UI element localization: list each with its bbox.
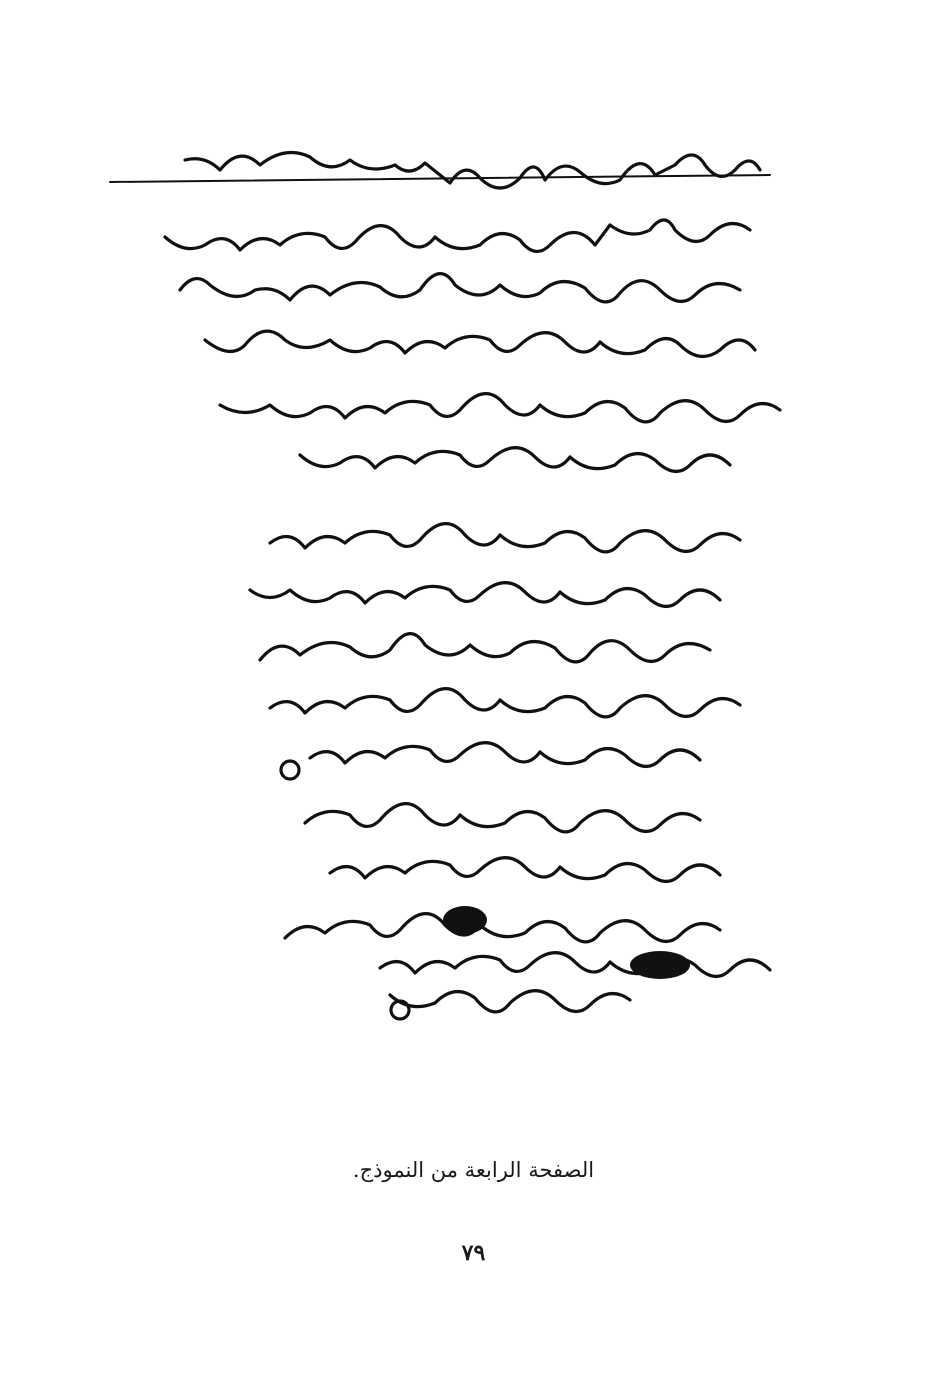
ink-blot-2 (630, 951, 690, 979)
script-line-15 (380, 953, 770, 977)
page-number: ٧٩ (461, 1240, 486, 1266)
script-line-4 (205, 331, 755, 356)
script-line-12 (305, 804, 700, 832)
script-line-6 (300, 448, 730, 472)
script-line-1 (185, 153, 760, 189)
page-caption: الصفحة الرابعة من النموذج. (352, 1158, 595, 1182)
script-line-9 (260, 634, 710, 662)
handwritten-text-drawing (60, 130, 860, 1050)
script-line-10 (270, 689, 740, 717)
script-line-13 (330, 858, 720, 882)
ink-blot-1 (443, 906, 487, 934)
script-line-3 (180, 274, 740, 302)
script-line-16 (390, 991, 630, 1012)
script-line-2 (165, 220, 750, 251)
script-line-7 (270, 524, 740, 552)
script-line-14 (285, 914, 720, 942)
manuscript-image (60, 130, 860, 1050)
script-line-8 (250, 583, 720, 607)
verse-end-mark (281, 761, 299, 779)
script-line-5 (220, 394, 780, 422)
script-line-11 (310, 743, 700, 767)
ink-blots (443, 906, 690, 979)
